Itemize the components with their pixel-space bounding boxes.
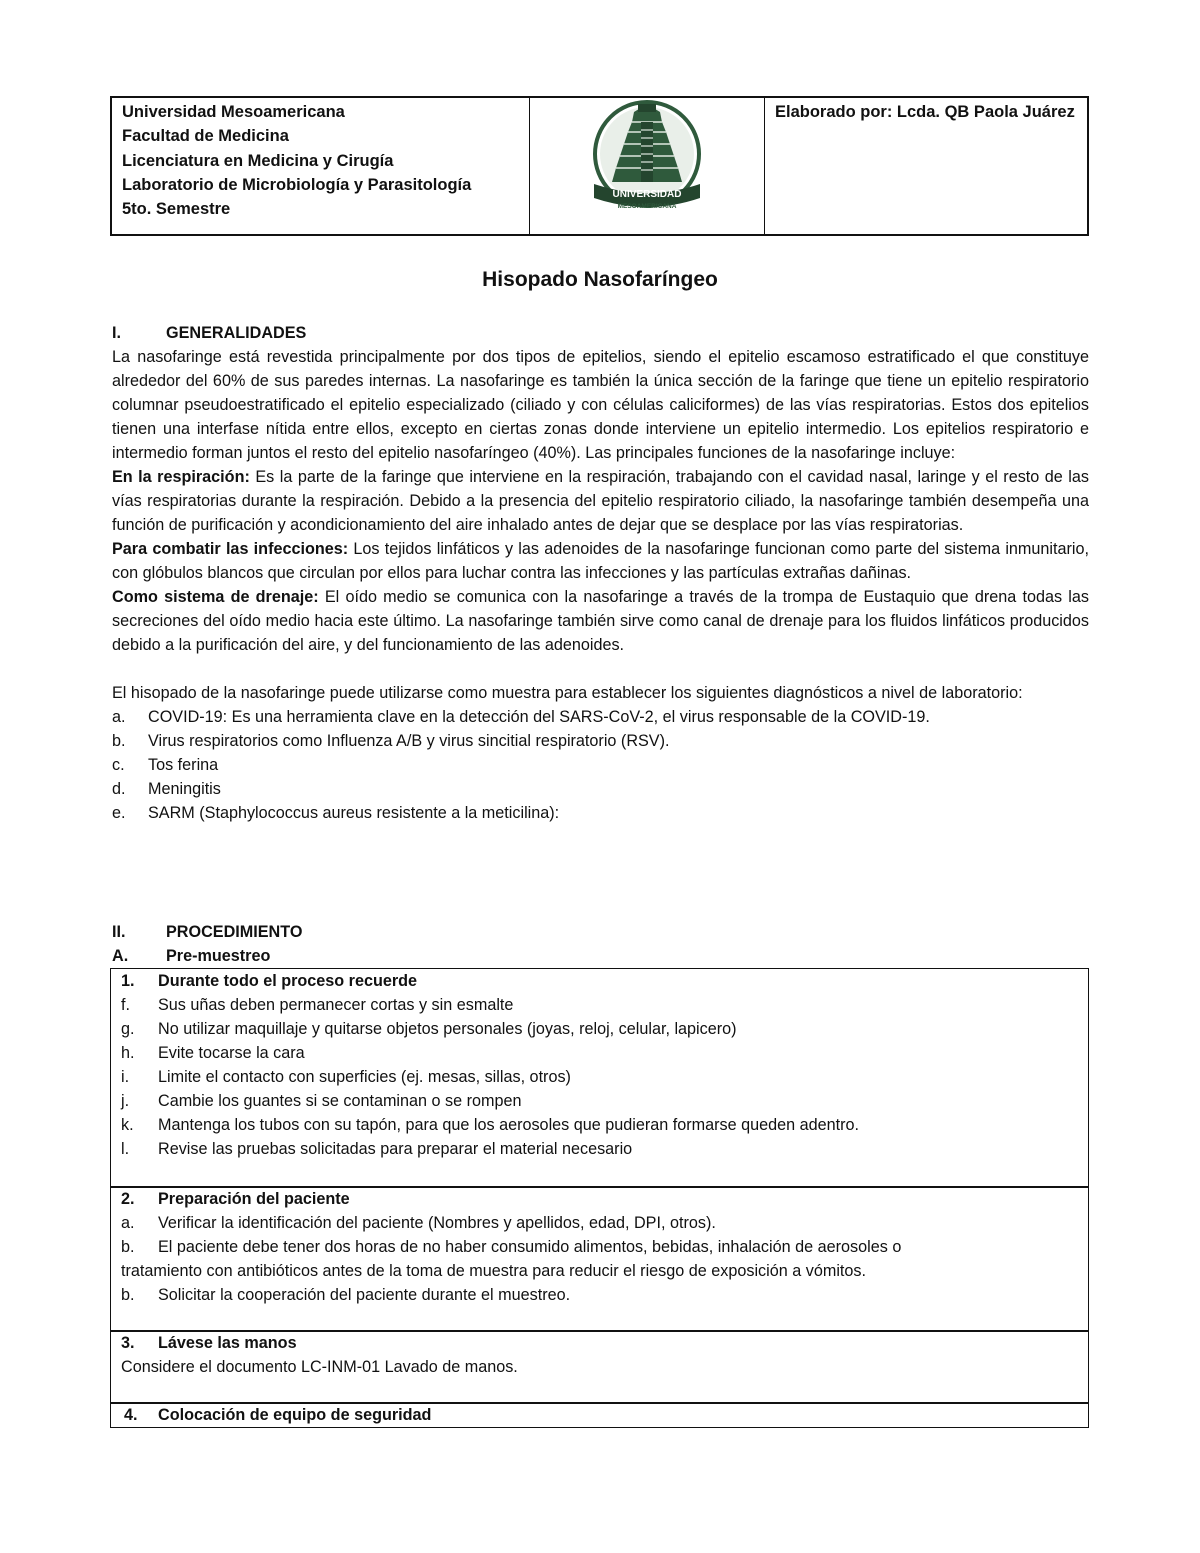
procedure-box-3 (110, 1330, 1089, 1404)
list-text: Evite tocarse la cara (158, 1044, 305, 1062)
list-marker: f. (121, 996, 130, 1014)
section-number: II. (112, 923, 126, 941)
drainage-paragraph: Como sistema de drenaje: El oído medio se comunica con la nasofaringe a través de la trompa de Eustaquio que drena todas las secreciones del oído medio hacia este último. La nasofaringe también sirve como canal de drenaje para los fluidos linfáticos producidos debido a la purificación del aire, y del funcionamiento de las adenoides. (112, 588, 1089, 654)
paragraph-lead: Para combatir las infecciones: (112, 540, 349, 558)
box-title: Lávese las manos (158, 1334, 297, 1352)
university-logo-icon (586, 98, 708, 214)
list-item (112, 801, 1089, 825)
list-text: Mantenga los tubos con su tapón, para que los aerosoles que pudieran formarse queden adentro. (158, 1116, 860, 1134)
box-title: Durante todo el proceso recuerde (158, 972, 418, 990)
list-text: El paciente debe tener dos horas de no haber consumido alimentos, bebidas, inhalación de aerosoles o (158, 1238, 902, 1256)
list-item (121, 1017, 1078, 1041)
list-text-continuation: tratamiento con antibióticos antes de la toma de muestra para reducir el riesgo de exposición a vómitos. (121, 1262, 867, 1280)
box-number: 4. (124, 1406, 138, 1424)
box-title: Preparación del paciente (158, 1190, 350, 1208)
list-item (112, 777, 1089, 801)
section-heading (112, 321, 1089, 345)
list-item (121, 1113, 1078, 1137)
list-item (121, 1211, 1078, 1235)
institution-info (112, 98, 530, 234)
elaborated-by: Elaborado por: Lcda. QB Paola Juárez (775, 103, 1075, 121)
diagnosis-intro-paragraph: El hisopado de la nasofaringe puede utilizarse como muestra para establecer los siguientes diagnósticos a nivel de laboratorio: (112, 684, 1023, 702)
list-marker: a. (112, 708, 126, 726)
section-heading (112, 920, 1089, 944)
list-marker: g. (121, 1020, 135, 1038)
list-item (121, 1065, 1078, 1089)
author-cell (765, 98, 1087, 234)
list-text: Revise las pruebas solicitadas para preparar el material necesario (158, 1140, 633, 1158)
list-text: Verificar la identificación del paciente (Nombres y apellidos, edad, DPI, otros). (158, 1214, 716, 1232)
paragraph-lead: En la respiración: (112, 468, 250, 486)
section-procedimiento (112, 920, 1089, 968)
list-marker: b. (121, 1238, 135, 1256)
faculty-name: Facultad de Medicina (122, 127, 289, 146)
box-number: 2. (121, 1190, 135, 1208)
list-text: Cambie los guantes si se contaminan o se rompen (158, 1092, 522, 1110)
list-item (112, 753, 1089, 777)
list-marker: d. (112, 780, 126, 798)
lab-name: Laboratorio de Microbiología y Parasitología (122, 175, 472, 194)
list-text: No utilizar maquillaje y quitarse objetos personales (joyas, reloj, celular, lapicero) (158, 1020, 737, 1038)
list-item (112, 729, 1089, 753)
list-text: Solicitar la cooperación del paciente durante el muestreo. (158, 1286, 571, 1304)
list-marker: e. (112, 804, 126, 822)
box-number: 3. (121, 1334, 135, 1352)
section-title: PROCEDIMIENTO (166, 923, 303, 941)
list-item (112, 705, 1089, 729)
section-generalidades (112, 321, 1089, 825)
list-marker: i. (121, 1068, 130, 1086)
university-name: Universidad Mesoamericana (122, 103, 345, 121)
subsection-number: A. (112, 947, 129, 965)
box-number: 1. (121, 972, 135, 990)
list-item (121, 1137, 1078, 1161)
box-title-row (121, 1187, 1078, 1211)
section-title: GENERALIDADES (166, 324, 307, 342)
procedure-box-2 (110, 1186, 1089, 1332)
logo-cell (530, 98, 765, 234)
subsection-title: Pre-muestreo (166, 947, 271, 965)
box-title: Colocación de equipo de seguridad (158, 1406, 432, 1424)
list-marker: h. (121, 1044, 135, 1062)
list-item (121, 993, 1078, 1017)
list-marker: j. (121, 1092, 130, 1110)
procedure-box-1 (110, 968, 1089, 1188)
subsection-heading (112, 944, 1089, 968)
list-item (121, 1041, 1078, 1065)
list-text: Virus respiratorios como Influenza A/B y virus sincitial respiratorio (RSV). (148, 732, 670, 750)
list-marker: a. (121, 1214, 135, 1232)
intro-paragraph: La nasofaringe está revestida principalmente por dos tipos de epitelios, siendo el epitelio escamoso estratificado el que constituye alrededor del 60% de sus paredes internas. La nasofaringe es también la única sección de la faringe que tiene un epitelio respiratorio columnar pseudoestratificado el epitelio especializado (ciliado y con células caliciformes) de las vías respiratorias. Estos dos epitelios tienen una interfase nítida entre ellos, excepto en ciertas zonas donde interviene un epitelio intermedio. Los epitelios respiratorio e intermedio forman juntos el resto del epitelio nasofaríngeo (40%). Las principales funciones de la nasofaringe incluye: (112, 348, 1089, 462)
list-text: Limite el contacto con superficies (ej. mesas, sillas, otros) (158, 1068, 571, 1086)
list-marker: b. (121, 1286, 135, 1304)
paragraph-lead: Como sistema de drenaje: (112, 588, 319, 606)
list-text: Tos ferina (148, 756, 219, 774)
list-text: Sus uñas deben permanecer cortas y sin esmalte (158, 996, 514, 1014)
list-marker: l. (121, 1140, 130, 1158)
header-table (110, 96, 1089, 236)
box-text: Considere el documento LC-INM-01 Lavado de manos. (121, 1358, 518, 1376)
section-number: I. (112, 324, 121, 342)
box-title-row (121, 1403, 1078, 1427)
list-text: Meningitis (148, 780, 221, 798)
respiration-paragraph: En la respiración: Es la parte de la faringe que interviene en la respiración, trabajando con el cavidad nasal, laringe y el resto de las vías respiratorias durante la respiración. Debido a la presencia del epitelio respiratorio ciliado, la nasofaringe también desempeña una función de purificación y acondicionamiento del aire inhalado antes de dejar que se desplace por las vías respiratorias. (112, 468, 1089, 534)
document-title: Hisopado Nasofaríngeo (482, 268, 718, 291)
list-marker: k. (121, 1116, 134, 1134)
list-text: SARM (Staphylococcus aureus resistente a la meticilina): (148, 804, 560, 822)
procedure-box-4 (110, 1402, 1089, 1428)
list-marker: b. (112, 732, 126, 750)
list-item (121, 1283, 1078, 1307)
infections-paragraph: Para combatir las infecciones: Los tejidos linfáticos y las adenoides de la nasofaringe funcionan como parte del sistema inmunitario, con glóbulos blancos que circulan por ellos para luchar contra las infecciones y las partículas extrañas dañinas. (112, 540, 1089, 582)
box-title-row (121, 1331, 1078, 1355)
program-name: Licenciatura en Medicina y Cirugía (122, 151, 394, 170)
logo-text-1: UNIVERSIDAD (612, 189, 682, 200)
logo-text-2: MESOAMERICANA (617, 203, 677, 210)
semester: 5to. Semestre (122, 200, 231, 219)
list-marker: c. (112, 756, 125, 774)
box-title-row (121, 969, 1078, 993)
list-item (121, 1235, 1078, 1259)
list-item (121, 1089, 1078, 1113)
list-text: COVID-19: Es una herramienta clave en la detección del SARS-CoV-2, el virus responsable de la COVID-19. (148, 708, 930, 726)
